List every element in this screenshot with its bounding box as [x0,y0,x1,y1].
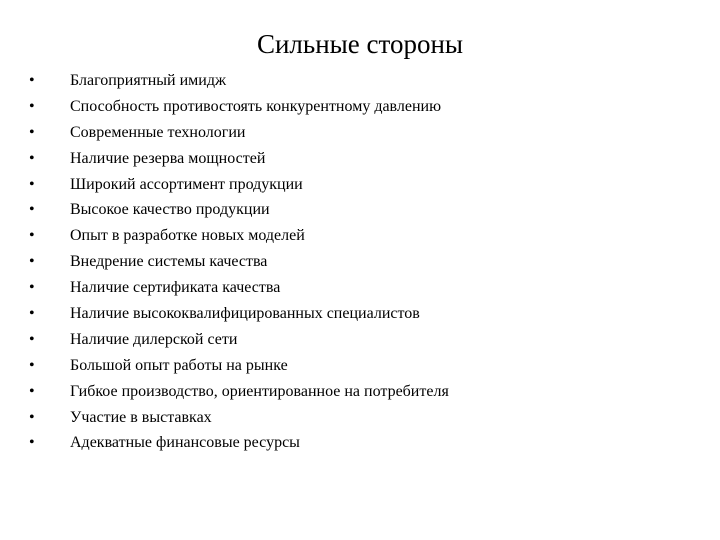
list-item-text: Способность противостоять конкурентному давлению [70,97,442,115]
bullet-icon: • [29,97,35,115]
list-item-text: Опыт в разработке новых моделей [70,227,305,245]
list-item-text: Наличие резерва мощностей [70,149,266,167]
list-item-text: Гибкое производство, ориентированное на потребителя [70,382,449,400]
bullet-icon: • [29,253,35,271]
list-item-text: Наличие сертификата качества [70,279,281,297]
list-item-text: Благоприятный имидж [70,72,227,89]
list-item-text: Внедрение системы качества [70,253,268,271]
bullet-icon: • [29,201,35,219]
bullet-icon: • [29,382,35,400]
list-item-text: Высокое качество продукции [70,201,270,219]
list-item-text: Современные технологии [70,123,246,141]
bullet-icon: • [29,227,35,245]
list-item-text: Большой опыт работы на рынке [70,356,288,374]
list-item-text: Наличие высококвалифицированных специалистов [70,305,420,323]
bullet-icon: • [29,356,35,374]
bullet-icon: • [29,408,35,426]
list-item-text: Наличие дилерской сети [70,330,238,348]
bullet-icon: • [29,330,35,348]
list-item-text: Участие в выставках [70,408,212,426]
bullet-icon: • [29,175,35,193]
bullet-icon: • [29,279,35,297]
bullet-icon: • [29,72,35,89]
bullet-icon: • [29,434,35,452]
list-item-text: Широкий ассортимент продукции [70,175,303,193]
slide-title-text: Сильные стороны [256,29,464,59]
list-item-text: Адекватные финансовые ресурсы [70,434,300,452]
slide-title [0,26,720,62]
bullet-icon: • [29,149,35,167]
bullet-icon: • [29,123,35,141]
bullet-icon: • [29,305,35,323]
